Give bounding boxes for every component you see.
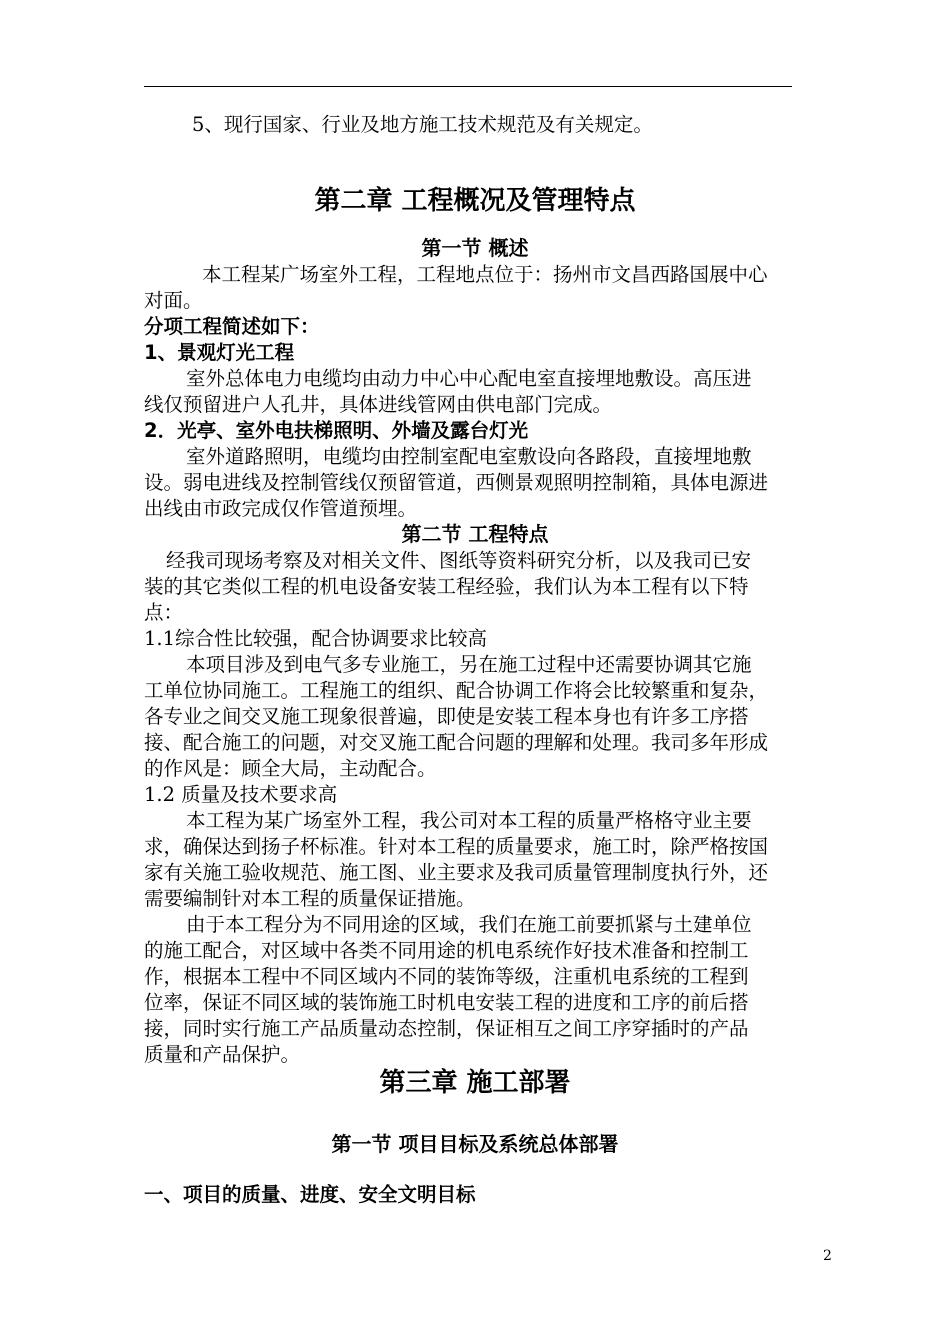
paragraph-line: 工单位协同施工。工程施工的组织、配合协调工作将会比较繁重和复杂， [144, 679, 769, 702]
paragraph-line: 线仅预留进户人孔井，具体进线管网由供电部门完成。 [144, 393, 613, 416]
intro-item: 5、现行国家、行业及地方施工技术规范及有关规定。 [192, 113, 653, 136]
paragraph-line: 接、配合施工的问题，对交叉施工配合问题的理解和处理。我司多年形成 [144, 731, 769, 754]
item-1-title: 1、景观灯光工程 [144, 341, 295, 364]
paragraph-line: 位率，保证不同区域的装饰施工时机电安装工程的进度和工序的前后搭 [144, 991, 749, 1014]
section-1-title: 第一节 概述 [421, 236, 529, 260]
paragraph-line: 需要编制针对本工程的质量保证措施。 [144, 887, 476, 910]
paragraph-line: 作，根据本工程中不同区域内不同的装饰等级，注重机电系统的工程到 [144, 965, 749, 988]
paragraph-line: 家有关施工验收规范、施工图、业主要求及我司质量管理制度执行外，还 [144, 861, 769, 884]
paragraph-line: 本项目涉及到电气多专业施工，另在施工过程中还需要协调其它施 [186, 653, 752, 676]
paragraph-line: 点： [144, 601, 184, 624]
subsection-1-2-title: 1.2 质量及技术要求高 [144, 783, 338, 806]
page-number: 2 [823, 1248, 832, 1264]
chapter-2-title: 第二章 工程概况及管理特点 [314, 186, 636, 216]
subsection-1-1-title: 1.1综合性比较强，配合协调要求比较高 [144, 627, 488, 650]
paragraph-line: 设。弱电进线及控制管线仅预留管道，西侧景观照明控制箱，具体电源进 [144, 471, 769, 494]
paragraph-line: 出线由市政完成仅作管道预埋。 [144, 497, 418, 520]
chapter-3-section-1-title: 第一节 项目目标及系统总体部署 [331, 1132, 619, 1156]
paragraph-line: 由于本工程分为不同用途的区域，我们在施工前要抓紧与土建单位 [186, 913, 752, 936]
paragraph-line: 室外道路照明，电缆均由控制室配电室敷设向各路段，直接埋地敷 [186, 445, 752, 468]
chapter-3-title: 第三章 施工部署 [379, 1068, 571, 1098]
paragraph-line: 质量和产品保护。 [144, 1043, 301, 1066]
paragraph-line: 对面。 [144, 289, 203, 312]
paragraph-line: 接，同时实行施工产品质量动态控制，保证相互之间工序穿插时的产品 [144, 1017, 749, 1040]
paragraph-line: 各专业之间交叉施工现象很普遍，即使是安装工程本身也有许多工序搭 [144, 705, 749, 728]
paragraph-line: 本工程为某广场室外工程，我公司对本工程的质量严格格守业主要 [186, 809, 752, 832]
header-rule [144, 86, 792, 87]
chapter-3-item-1-title: 一、项目的质量、进度、安全文明目标 [144, 1183, 476, 1206]
paragraph-line: 的施工配合，对区域中各类不同用途的机电系统作好技术准备和控制工 [144, 939, 749, 962]
paragraph-line: 求，确保达到扬子杯标准。针对本工程的质量要求，施工时，除严格按国 [144, 835, 769, 858]
paragraph-line: 室外总体电力电缆均由动力中心中心配电室直接埋地敷设。高压进 [186, 367, 752, 390]
item-2-title: 2．光亭、室外电扶梯照明、外墙及露台灯光 [144, 419, 529, 442]
paragraph-line: 装的其它类似工程的机电设备安装工程经验，我们认为本工程有以下特 [144, 575, 749, 598]
section-2-title: 第二节 工程特点 [401, 522, 549, 546]
sub-heading: 分项工程简述如下： [144, 315, 320, 338]
paragraph-line: 经我司现场考察及对相关文件、图纸等资料研究分析，以及我司已安 [166, 549, 752, 572]
paragraph-line: 本工程某广场室外工程，工程地点位于：扬州市文昌西路国展中心 [202, 263, 768, 286]
paragraph-line: 的作风是：顾全大局，主动配合。 [144, 757, 437, 780]
